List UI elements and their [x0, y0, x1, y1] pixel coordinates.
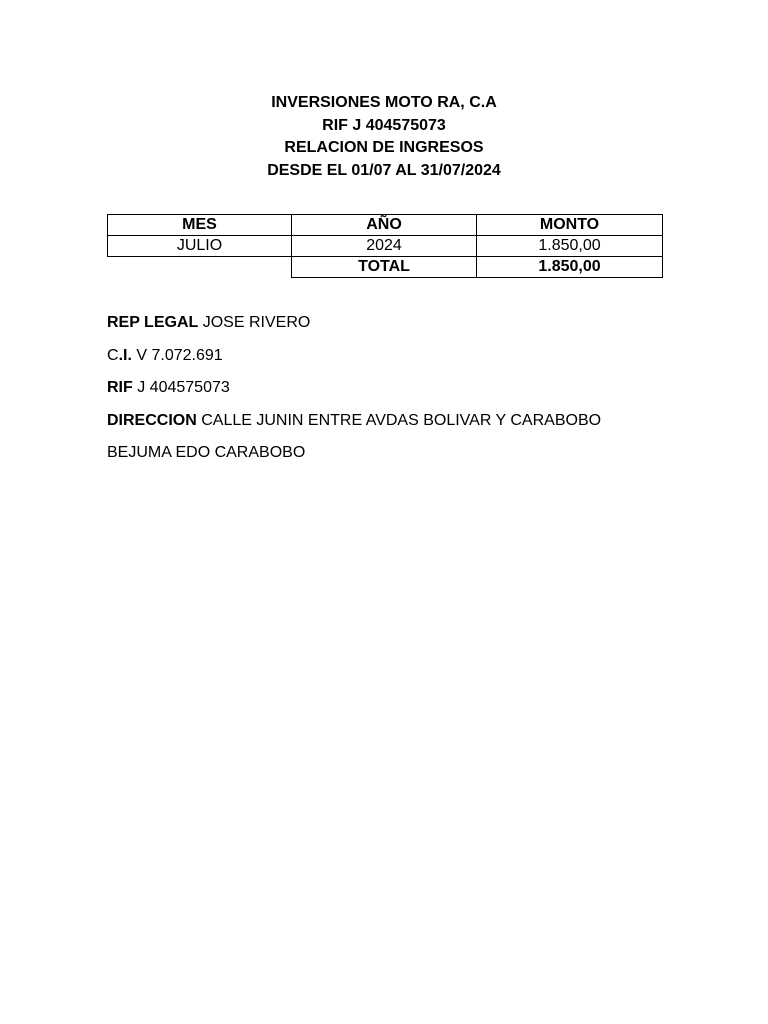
rif-label: RIF [107, 379, 133, 397]
report-title: RELACION DE INGRESOS [284, 139, 484, 157]
table-header-row [108, 215, 663, 236]
legal-info [107, 312, 707, 475]
table-row [108, 236, 663, 257]
cell-monto: 1.850,00 [477, 236, 663, 257]
ci-label-prefix: C [107, 346, 119, 364]
total-blank-cell [108, 257, 292, 278]
table-total-row [108, 257, 663, 278]
direccion-line [107, 410, 707, 443]
company-rif: RIF J 404575073 [322, 116, 446, 134]
rep-legal-label: REP LEGAL [107, 314, 199, 331]
rif-value: J 404575073 [137, 379, 230, 397]
rif-line [107, 377, 707, 410]
income-table [107, 214, 663, 278]
column-header-monto: MONTO [477, 215, 663, 236]
cell-mes: JULIO [108, 236, 292, 257]
ci-line [107, 345, 707, 378]
direccion-label: DIRECCION [107, 411, 197, 429]
cell-anio: 2024 [292, 236, 477, 257]
company-name: INVERSIONES MOTO RA, C.A [271, 94, 497, 111]
direccion-value-2: BEJUMA EDO CARABOBO [107, 444, 306, 462]
report-period: DESDE EL 01/07 AL 31/07/2024 [267, 161, 501, 179]
column-header-mes: MES [108, 215, 292, 236]
total-value: 1.850,00 [477, 257, 663, 278]
document-header [0, 92, 768, 182]
direccion-line-2 [107, 442, 707, 475]
ci-value: V 7.072.691 [136, 346, 223, 364]
rep-legal-line [107, 312, 707, 345]
column-header-anio: AÑO [292, 215, 477, 236]
direccion-value: CALLE JUNIN ENTRE AVDAS BOLIVAR Y CARABOBO [201, 411, 602, 429]
rep-legal-value: JOSE RIVERO [202, 314, 311, 331]
total-label: TOTAL [292, 257, 477, 278]
ci-label-bold: .I. [118, 346, 132, 364]
